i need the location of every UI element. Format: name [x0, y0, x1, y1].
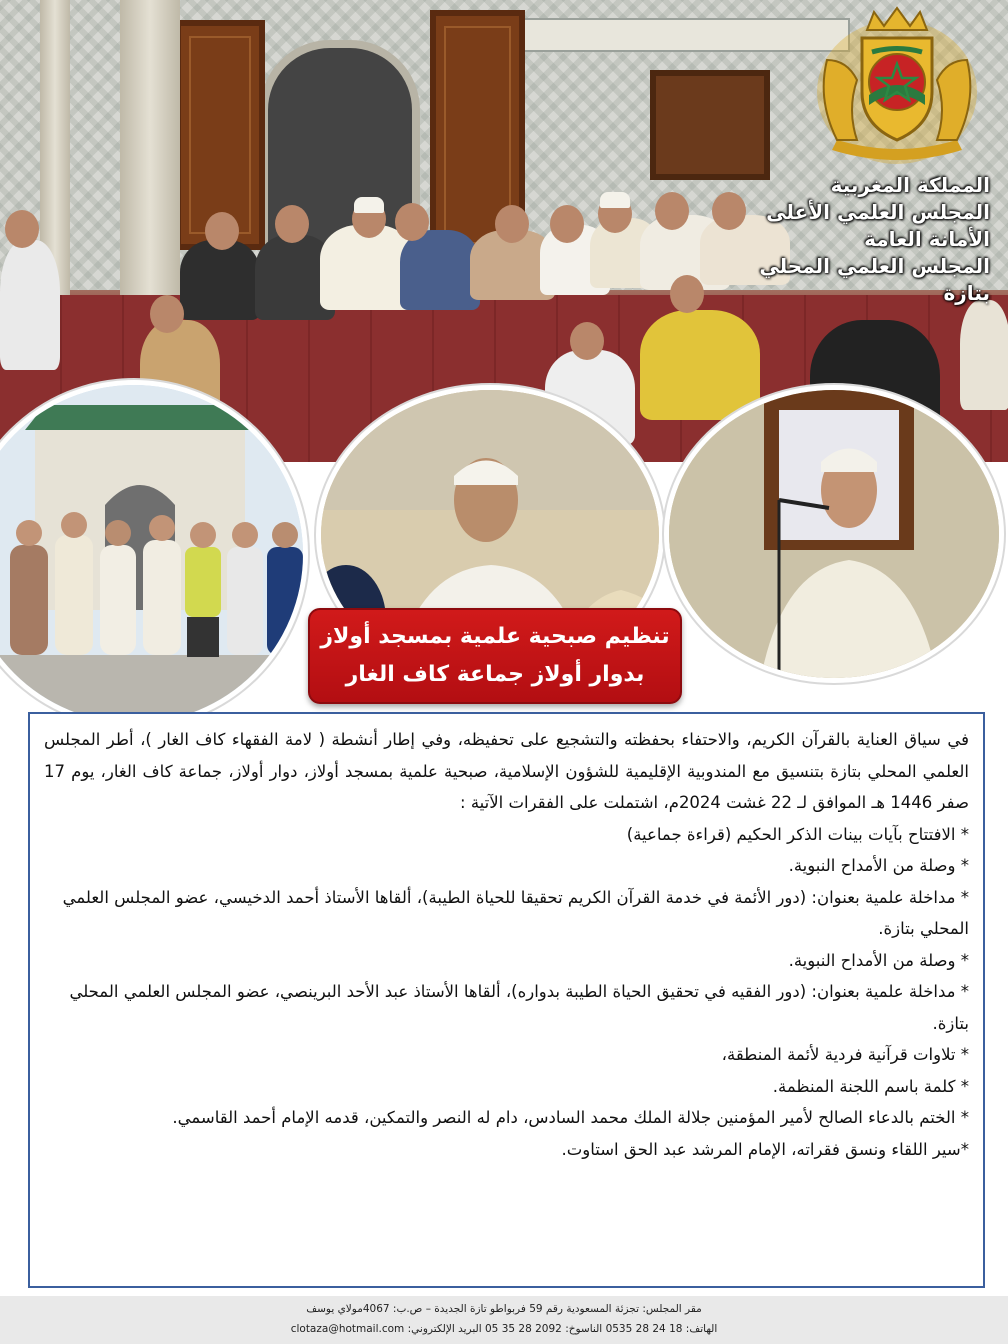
boy-yellow-shirt: [640, 310, 760, 420]
coat-of-arms-emblem: [812, 0, 982, 168]
article-item: * وصلة من الأمداح النبوية.: [788, 856, 969, 875]
head: [670, 275, 704, 313]
wall-inscription: [520, 18, 850, 52]
head: [395, 203, 429, 241]
head: [712, 192, 746, 230]
footer-contact: [0, 1296, 1008, 1344]
article-item: * مداخلة علمية بعنوان: (دور الأئمة في خدمة القرآن الكريم تحقيقا للحياة الطيبة)، ألقاها الأستاذ أحمد الدخيسي، عضو المجلس العلمي المحلي بتازة.: [62, 887, 969, 938]
head: [150, 295, 184, 333]
event-title-line1: تنظيم صبحية علمية بمسجد أولاز: [320, 624, 670, 649]
head: [5, 210, 39, 248]
institution-line-local-council: المجلس العلمي المحلي: [759, 254, 990, 278]
event-title-banner: [308, 608, 682, 704]
head: [495, 205, 529, 243]
institution-line-secretariat: الأمانة العامة: [864, 227, 990, 251]
institution-header: [750, 172, 990, 307]
article-item: * وصلة من الأمداح النبوية.: [788, 950, 969, 970]
seated-man: [180, 240, 260, 320]
article-intro: في سياق العناية بالقرآن الكريم، والاحتفاء بحفظته والتشجيع على تحفيظه، وفي إطار أنشطة ( لامة الفقهاء كاف الغار )، أطر المجلس العلمي المحلي بتازة بتنسيق مع المندوبية الإقليمية للشؤون الإسلامية، صبحية علمية بمسجد أولاز، دوار أولاز، جماعة كاف الغار، يوم 17 صفر 1446 هـ الموافق لـ 22 غشت 2024م، اشتملت على الفقرات الآتية :: [44, 730, 969, 812]
footer-contacts: الهاتف: 18 24 28 0535 الناسوخ: 2092 28 35 05 البريد الإلكتروني: clotaza@hotmail.com: [290, 1323, 718, 1335]
institution-line-supreme-council: المجلس العلمي الأعلى: [766, 200, 990, 224]
head: [655, 192, 689, 230]
head: [205, 212, 239, 250]
head: [550, 205, 584, 243]
bookshelf: [650, 70, 770, 180]
head: [275, 205, 309, 243]
cap: [354, 197, 384, 213]
article-body: [28, 712, 985, 1288]
group-photo-illustration: [0, 385, 308, 728]
head: [570, 322, 604, 360]
article-item: *سير اللقاء ونسق فقراته، الإمام المرشد عبد الحق استاوت.: [561, 1139, 969, 1159]
man-left-standing: [0, 240, 60, 370]
event-title-line2: بدوار أولاز جماعة كاف الغار: [345, 662, 645, 687]
footer-address: مقر المجلس: تجزئة المسعودية رقم 59 فربواطو تازة الجديدة – ص.ب: 4067مولاي يوسف: [306, 1303, 702, 1315]
man-right-edge: [960, 300, 1008, 410]
institution-line-city: بتازة: [943, 281, 990, 305]
article-item: * الافتتاح بآيات بينات الذكر الحكيم (قراءة جماعية): [626, 824, 969, 844]
article-item: * الختم بالدعاء الصالح لأمير المؤمنين جلالة الملك محمد السادس، دام له النصر والتمكين، قدمه الإمام أحمد القاسمي.: [172, 1108, 969, 1127]
photo-speaker-microphone: [664, 385, 1004, 683]
article-item: * مداخلة علمية بعنوان: (دور الفقيه في تحقيق الحياة الطيبة بدواره)، ألقاها الأستاذ عبد الأحد البرينصي، عضو المجلس العلمي المحلي بتازة.: [69, 982, 969, 1033]
cap: [600, 192, 630, 208]
seated-man: [400, 230, 480, 310]
article-item: * تلاوات قرآنية فردية لأئمة المنطقة،: [721, 1045, 969, 1064]
article-item: * كلمة باسم اللجنة المنظمة.: [772, 1076, 969, 1096]
microphone-speaker-illustration: [669, 390, 1004, 683]
institution-line-kingdom: المملكة المغربية: [830, 173, 990, 197]
